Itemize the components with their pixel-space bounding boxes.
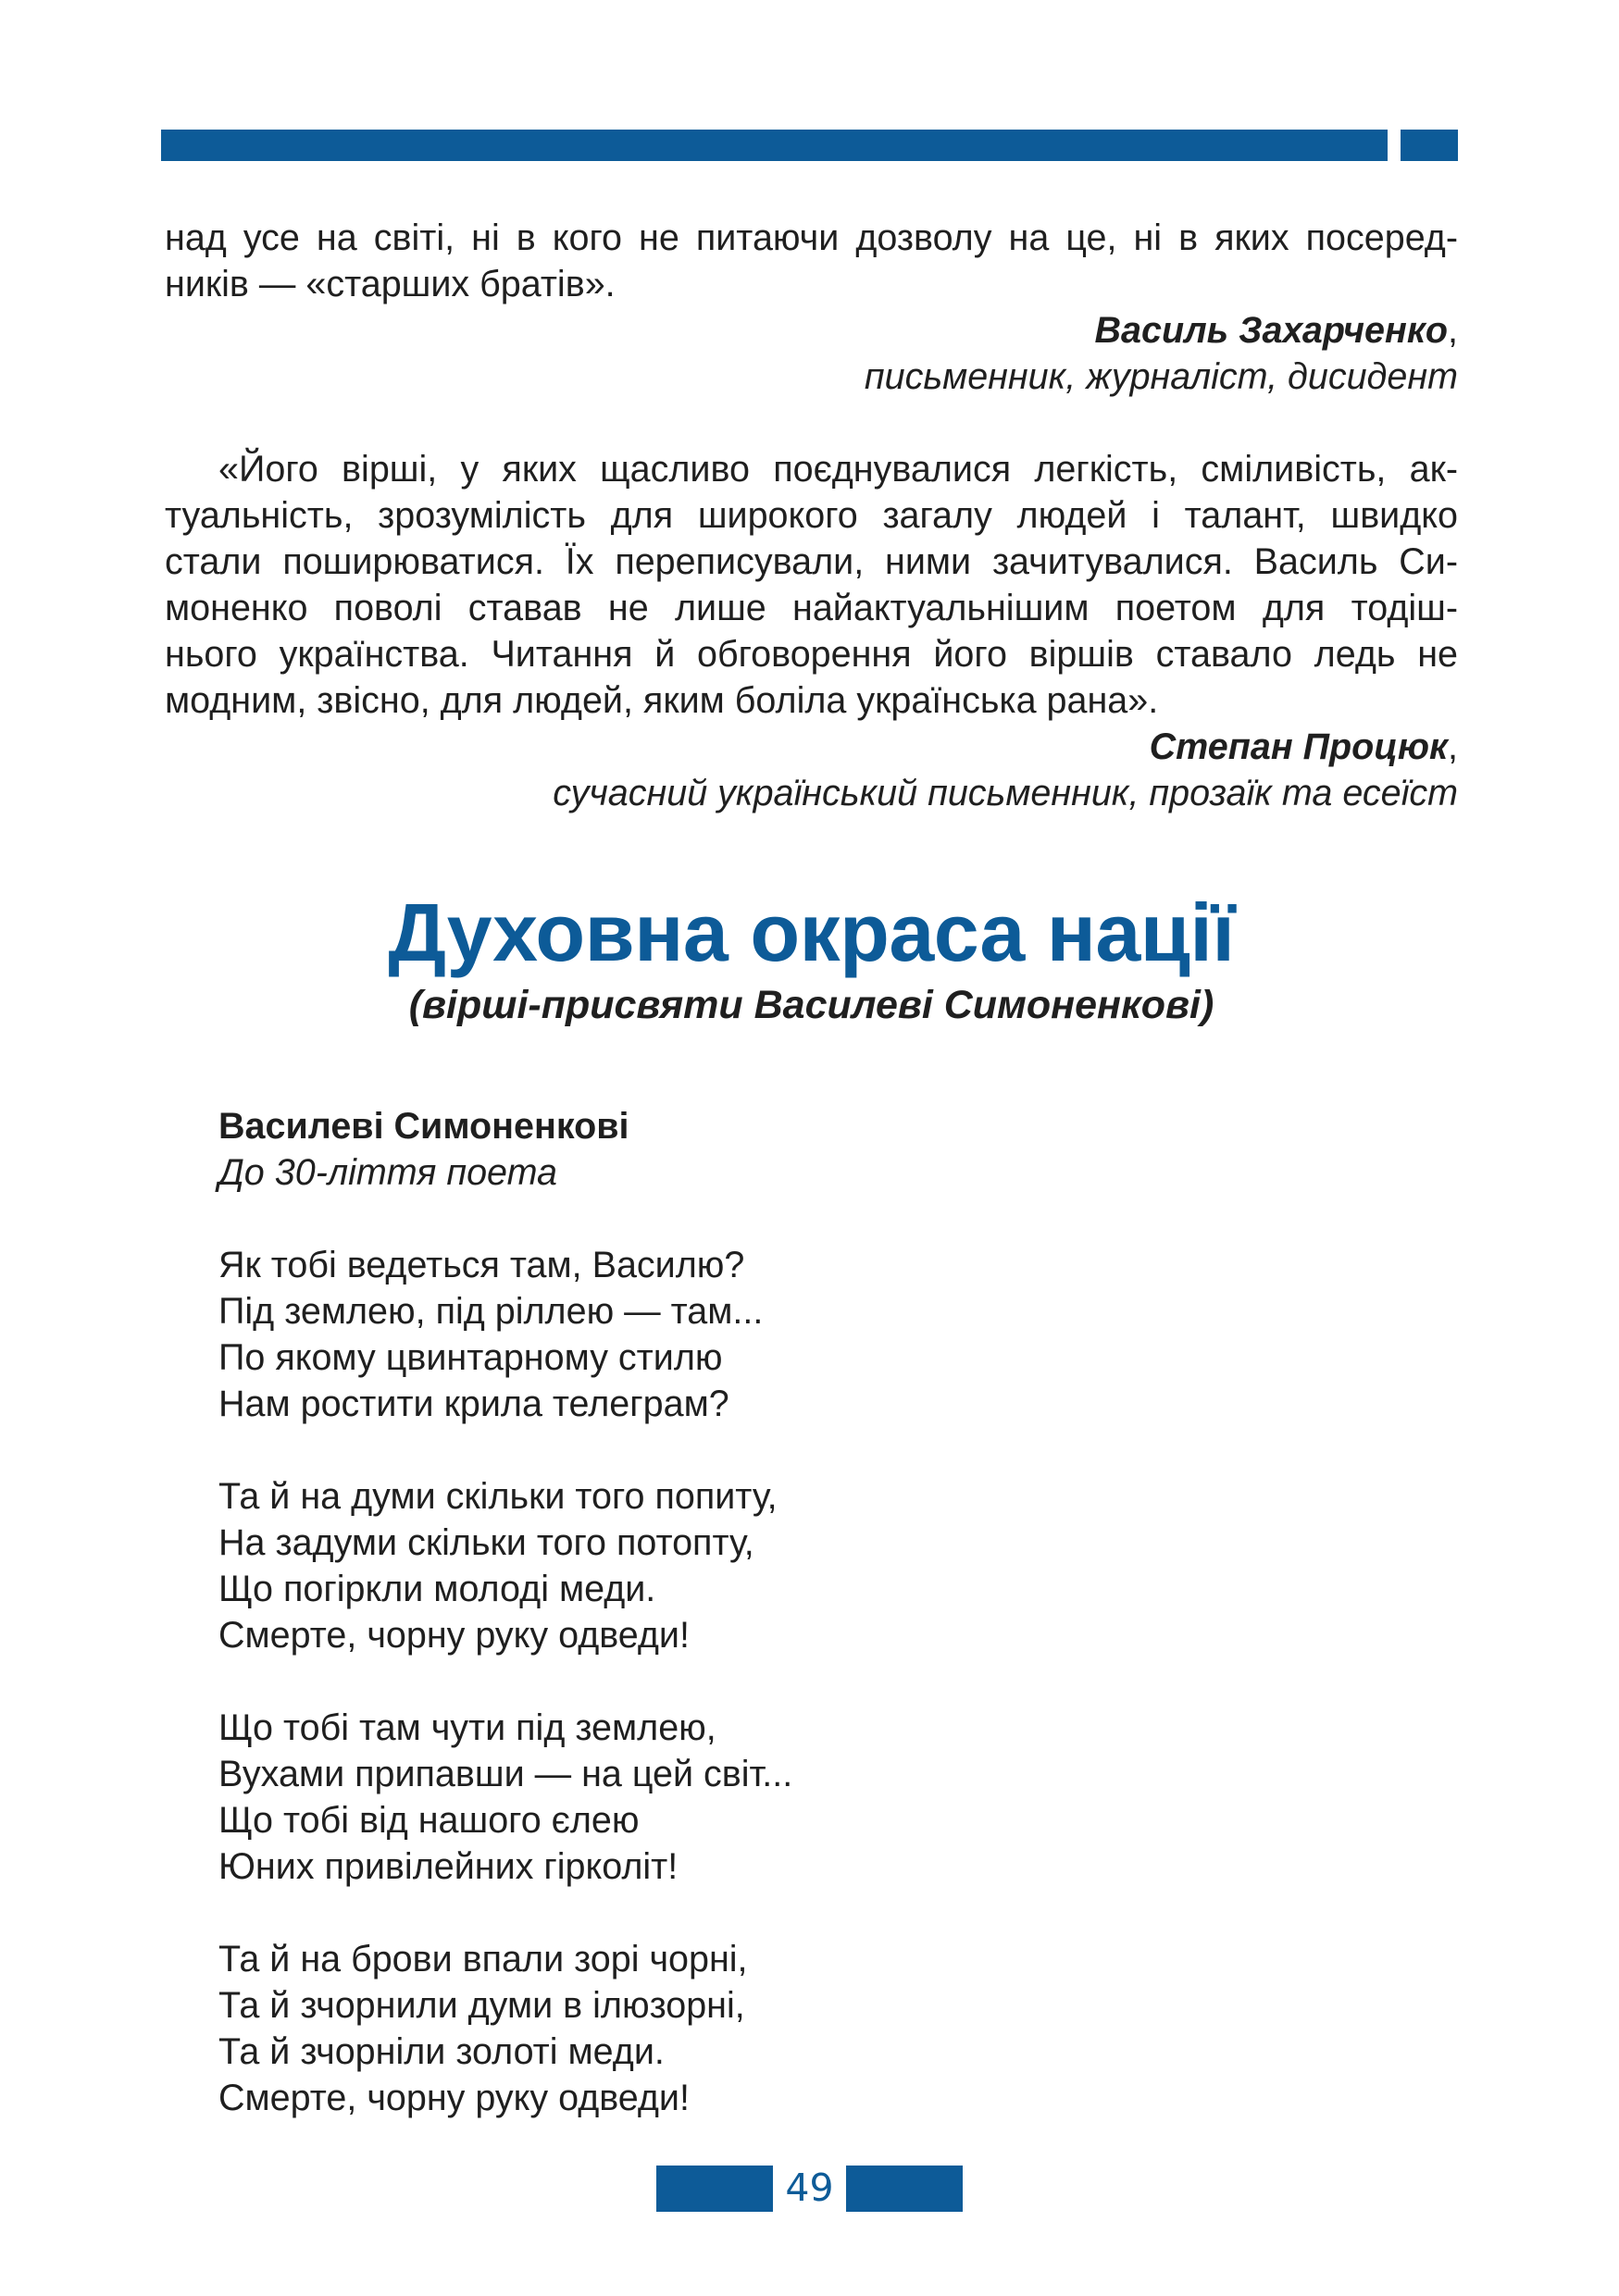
- poem-line: Нам ростити крила телеграм?: [218, 1384, 729, 1424]
- quote-2-text: [165, 446, 1458, 724]
- poem-line: Як тобі ведеться там, Василю?: [218, 1245, 745, 1285]
- section-subtitle: (вірші-присвяти Василеві Симоненкові): [408, 983, 1214, 1027]
- quote-1-attribution: [165, 307, 1458, 354]
- quote-2-role: сучасний український письменник, прозаїк та есеїст: [553, 773, 1458, 813]
- poem-line: Юних привілейних гірколіт!: [218, 1846, 679, 1887]
- quote-2-line: нього українства. Читання й обговорення його віршів ставало ледь не: [165, 634, 1458, 675]
- header-rule-short: [1401, 130, 1458, 161]
- quote-1-role: письменник, журналіст, дисидент: [864, 356, 1458, 397]
- poem-stanza-3: [218, 1705, 792, 1890]
- quote-2-line: туальність, зрозумілість для широкого загалу людей і талант, швидко: [165, 495, 1458, 536]
- page-number: 49: [785, 2166, 834, 2210]
- poem-stanza-2: [218, 1473, 792, 1658]
- poem-line: Що тобі там чути під землею,: [218, 1707, 716, 1748]
- quote-2-line: модним, звісно, для людей, яким боліла українська рана».: [165, 680, 1159, 721]
- footer-rule-right: [846, 2166, 963, 2212]
- header-rule-long: [161, 130, 1388, 161]
- poem-stanza-4: [218, 1936, 792, 2121]
- poem-line: По якому цвинтарному стилю: [218, 1337, 723, 1378]
- poem-stanza-1: [218, 1242, 792, 1427]
- quote-2-line: моненко поволі ставав не лише найактуальнішим поетом для тодіш-: [165, 588, 1458, 628]
- footer-rule-left: [656, 2166, 773, 2212]
- poem-line: Вухами припавши — на цей світ...: [218, 1754, 793, 1794]
- quote-2-line: «Його вірші, у яких щасливо поєднувалися легкість, сміливість, ак-: [218, 449, 1458, 490]
- poem-heading: Василеві Симоненкові: [218, 1106, 629, 1147]
- poem-line: Та й зчорніли золоті меди.: [218, 2031, 665, 2072]
- section-title: Духовна окраса нації: [388, 887, 1235, 978]
- quote-1-author: Василь Захарченко: [1094, 310, 1449, 351]
- poem-line: Та й на брови впали зорі чорні,: [218, 1939, 748, 1980]
- poem-line: Та й зчорнили думи в ілюзорні,: [218, 1985, 745, 2026]
- poem-line: Смерте, чорну руку одведи!: [218, 1615, 690, 1656]
- poem-line: На задуми скільки того потопту,: [218, 1522, 754, 1563]
- poem-line: Та й на думи скільки того попиту,: [218, 1476, 778, 1517]
- poem: [218, 1103, 792, 2167]
- poem-line: Що погіркли молоді меди.: [218, 1569, 656, 1609]
- quote-2-author: Степан Процюк: [1149, 726, 1449, 767]
- quote-2-line: стали поширюватися. Їх переписували, ними зачитувалися. Василь Си-: [165, 541, 1458, 582]
- quote-1-line: ників — «старших братів».: [165, 264, 616, 304]
- quote-1-line: над усе на світі, ні в кого не питаючи дозволу на це, ні в яких посеред-: [165, 217, 1458, 258]
- quote-2-attribution: [165, 724, 1458, 770]
- quote-1-author-comma: ,: [1448, 310, 1458, 351]
- poem-line: Що тобі від нашого єлею: [218, 1800, 640, 1841]
- poem-dedication: До 30-ліття поета: [218, 1152, 557, 1193]
- quote-1-text: [165, 215, 1458, 307]
- quote-2-author-comma: ,: [1448, 726, 1458, 767]
- page-content: [165, 215, 1458, 1031]
- poem-line: Смерте, чорну руку одведи!: [218, 2078, 690, 2118]
- poem-line: Під землею, під ріллею — там...: [218, 1291, 764, 1332]
